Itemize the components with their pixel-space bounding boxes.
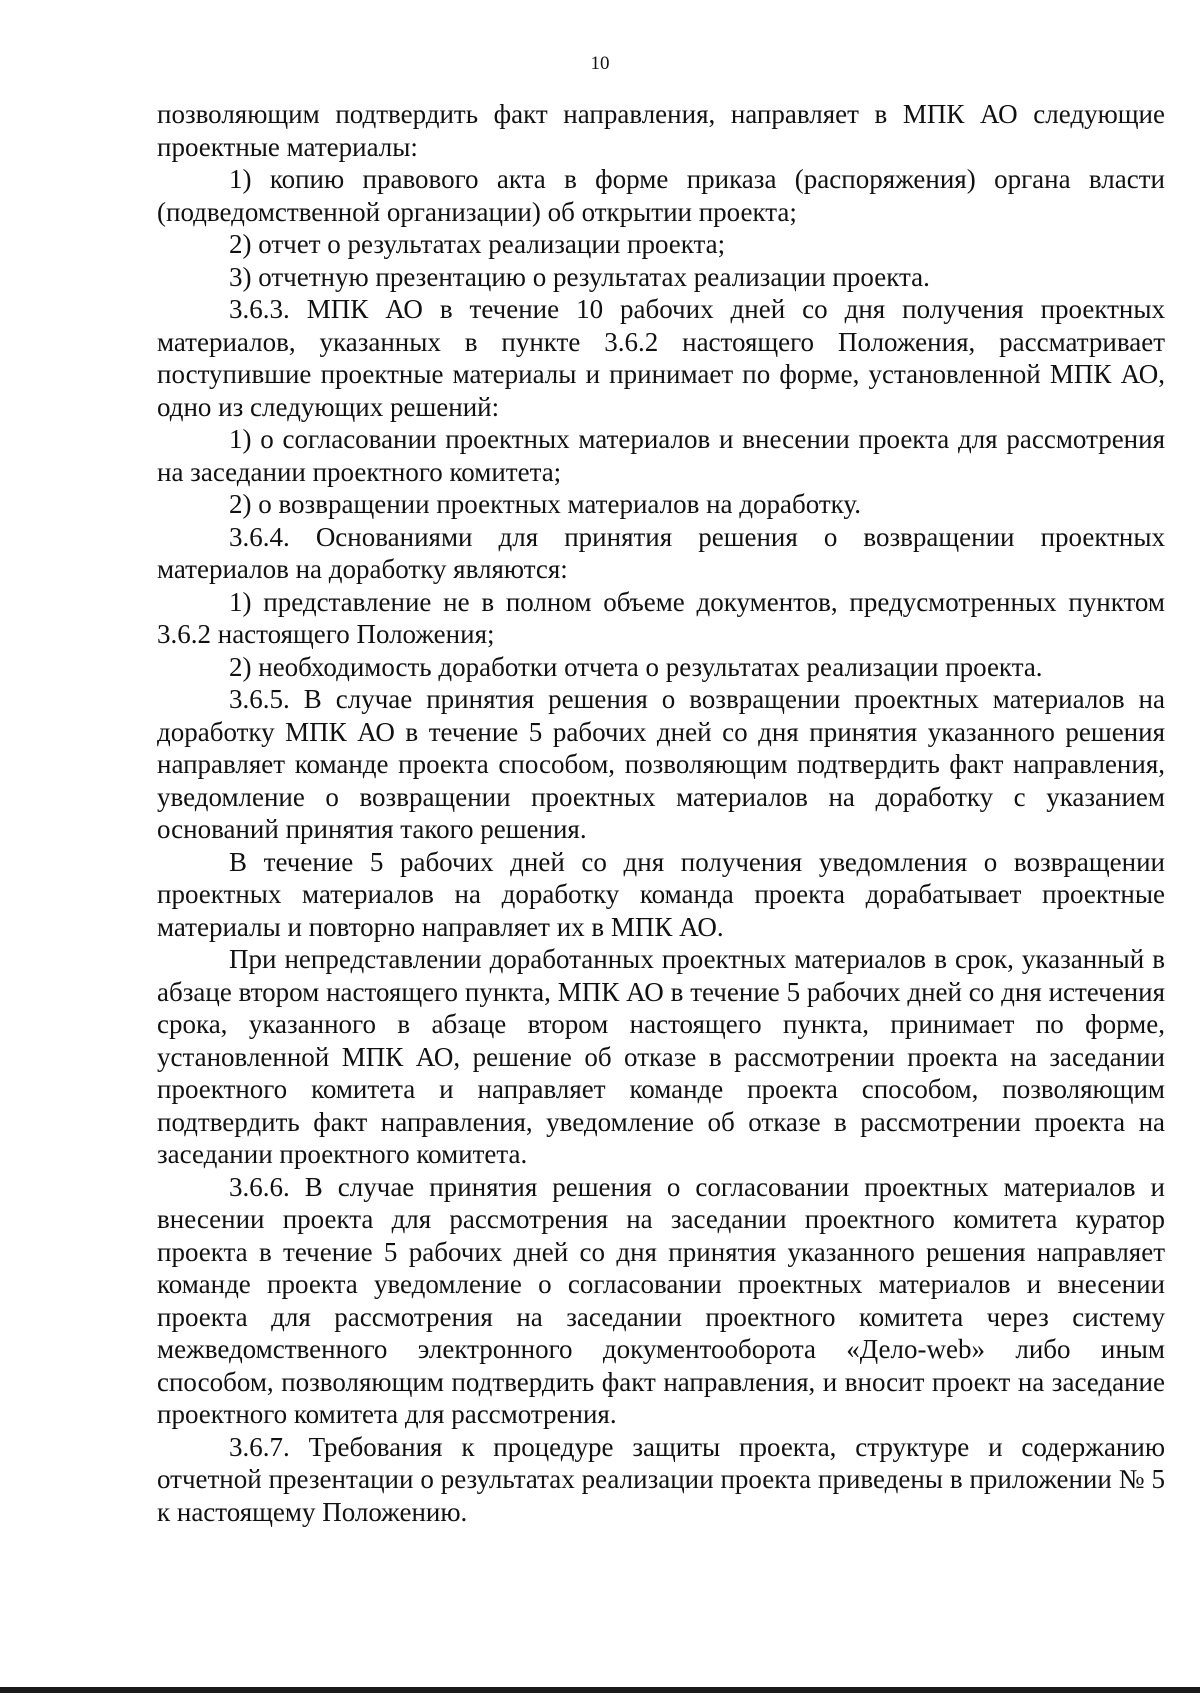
paragraph: 1) представление не в полном объеме документов, предусмотренных пунктом 3.6.2 настоящего Положения; — [157, 586, 1165, 649]
paragraph: 3.6.3. МПК АО в течение 10 рабочих дней со дня получения проектных материалов, указанных в пункте 3.6.2 настоящего Положения, рассматривает поступившие проектные материалы и принимает по форме, установленной МПК АО, одно из следующих решений: — [157, 294, 1165, 422]
paragraph: 3.6.6. В случае принятия решения о согласовании проектных материалов и внесении проекта для рассмотрения на заседании проектного комитета куратор проекта в течение 5 рабочих дней со дня принятия указанного решения направляет команде проекта уведомление о согласовании проектных материалов и внесении проекта для рассмотрения на заседании проектного комитета через систему межведомственного электронного документооборота «Дело-web» либо иным способом, позволяющим подтвердить факт направления, и вносит проект на заседание проектного комитета для рассмотрения. — [157, 1171, 1165, 1429]
paragraph: При непредставлении доработанных проектных материалов в срок, указанный в абзаце втором настоящего пункта, МПК АО в течение 5 рабочих дней со дня истечения срока, указанного в абзаце втором настоящего пункта, принимает по форме, установленной МПК АО, решение об отказе в рассмотрении проекта на заседании проектного комитета и направляет команде проекта способом, позволяющим подтвердить факт направления, уведомление об отказе в рассмотрении проекта на заседании проектного комитета. — [157, 944, 1165, 1169]
paragraph: позволяющим подтвердить факт направления, направляет в МПК АО следующие проектные материалы: — [157, 99, 1165, 162]
paragraph: 1) о согласовании проектных материалов и внесении проекта для рассмотрения на заседании проектного комитета; — [157, 424, 1165, 487]
paragraph: 2) необходимость доработки отчета о результатах реализации проекта. — [229, 651, 1043, 682]
paragraph: 1) копию правового акта в форме приказа (распоряжения) органа власти (подведомственной организации) об открытии проекта; — [157, 164, 1165, 227]
document-body — [157, 98, 1165, 1528]
paragraph: 2) отчет о результатах реализации проекта; — [229, 229, 726, 259]
page-number: 10 — [590, 53, 610, 74]
paragraph: 3) отчетную презентацию о результатах реализации проекта. — [229, 261, 930, 292]
paragraph: 3.6.7. Требования к процедуре защиты проекта, структуре и содержанию отчетной презентации о результатах реализации проекта приведены в приложении № 5 к настоящему Положению. — [157, 1431, 1165, 1527]
paragraph: 3.6.4. Основаниями для принятия решения о возвращении проектных материалов на доработку являются: — [157, 521, 1165, 584]
paragraph: В течение 5 рабочих дней со дня получения уведомления о возвращении проектных материалов на доработку команда проекта дорабатывает проектные материалы и повторно направляет их в МПК АО. — [157, 846, 1165, 942]
paragraph: 3.6.5. В случае принятия решения о возвращении проектных материалов на доработку МПК АО в течение 5 рабочих дней со дня принятия указанного решения направляет команде проекта способом, позволяющим подтвердить факт направления, уведомление о возвращении проектных материалов на доработку с указанием оснований принятия такого решения. — [157, 684, 1165, 844]
bottom-scan-border — [0, 1687, 1200, 1693]
paragraph: 2) о возвращении проектных материалов на доработку. — [229, 489, 861, 519]
